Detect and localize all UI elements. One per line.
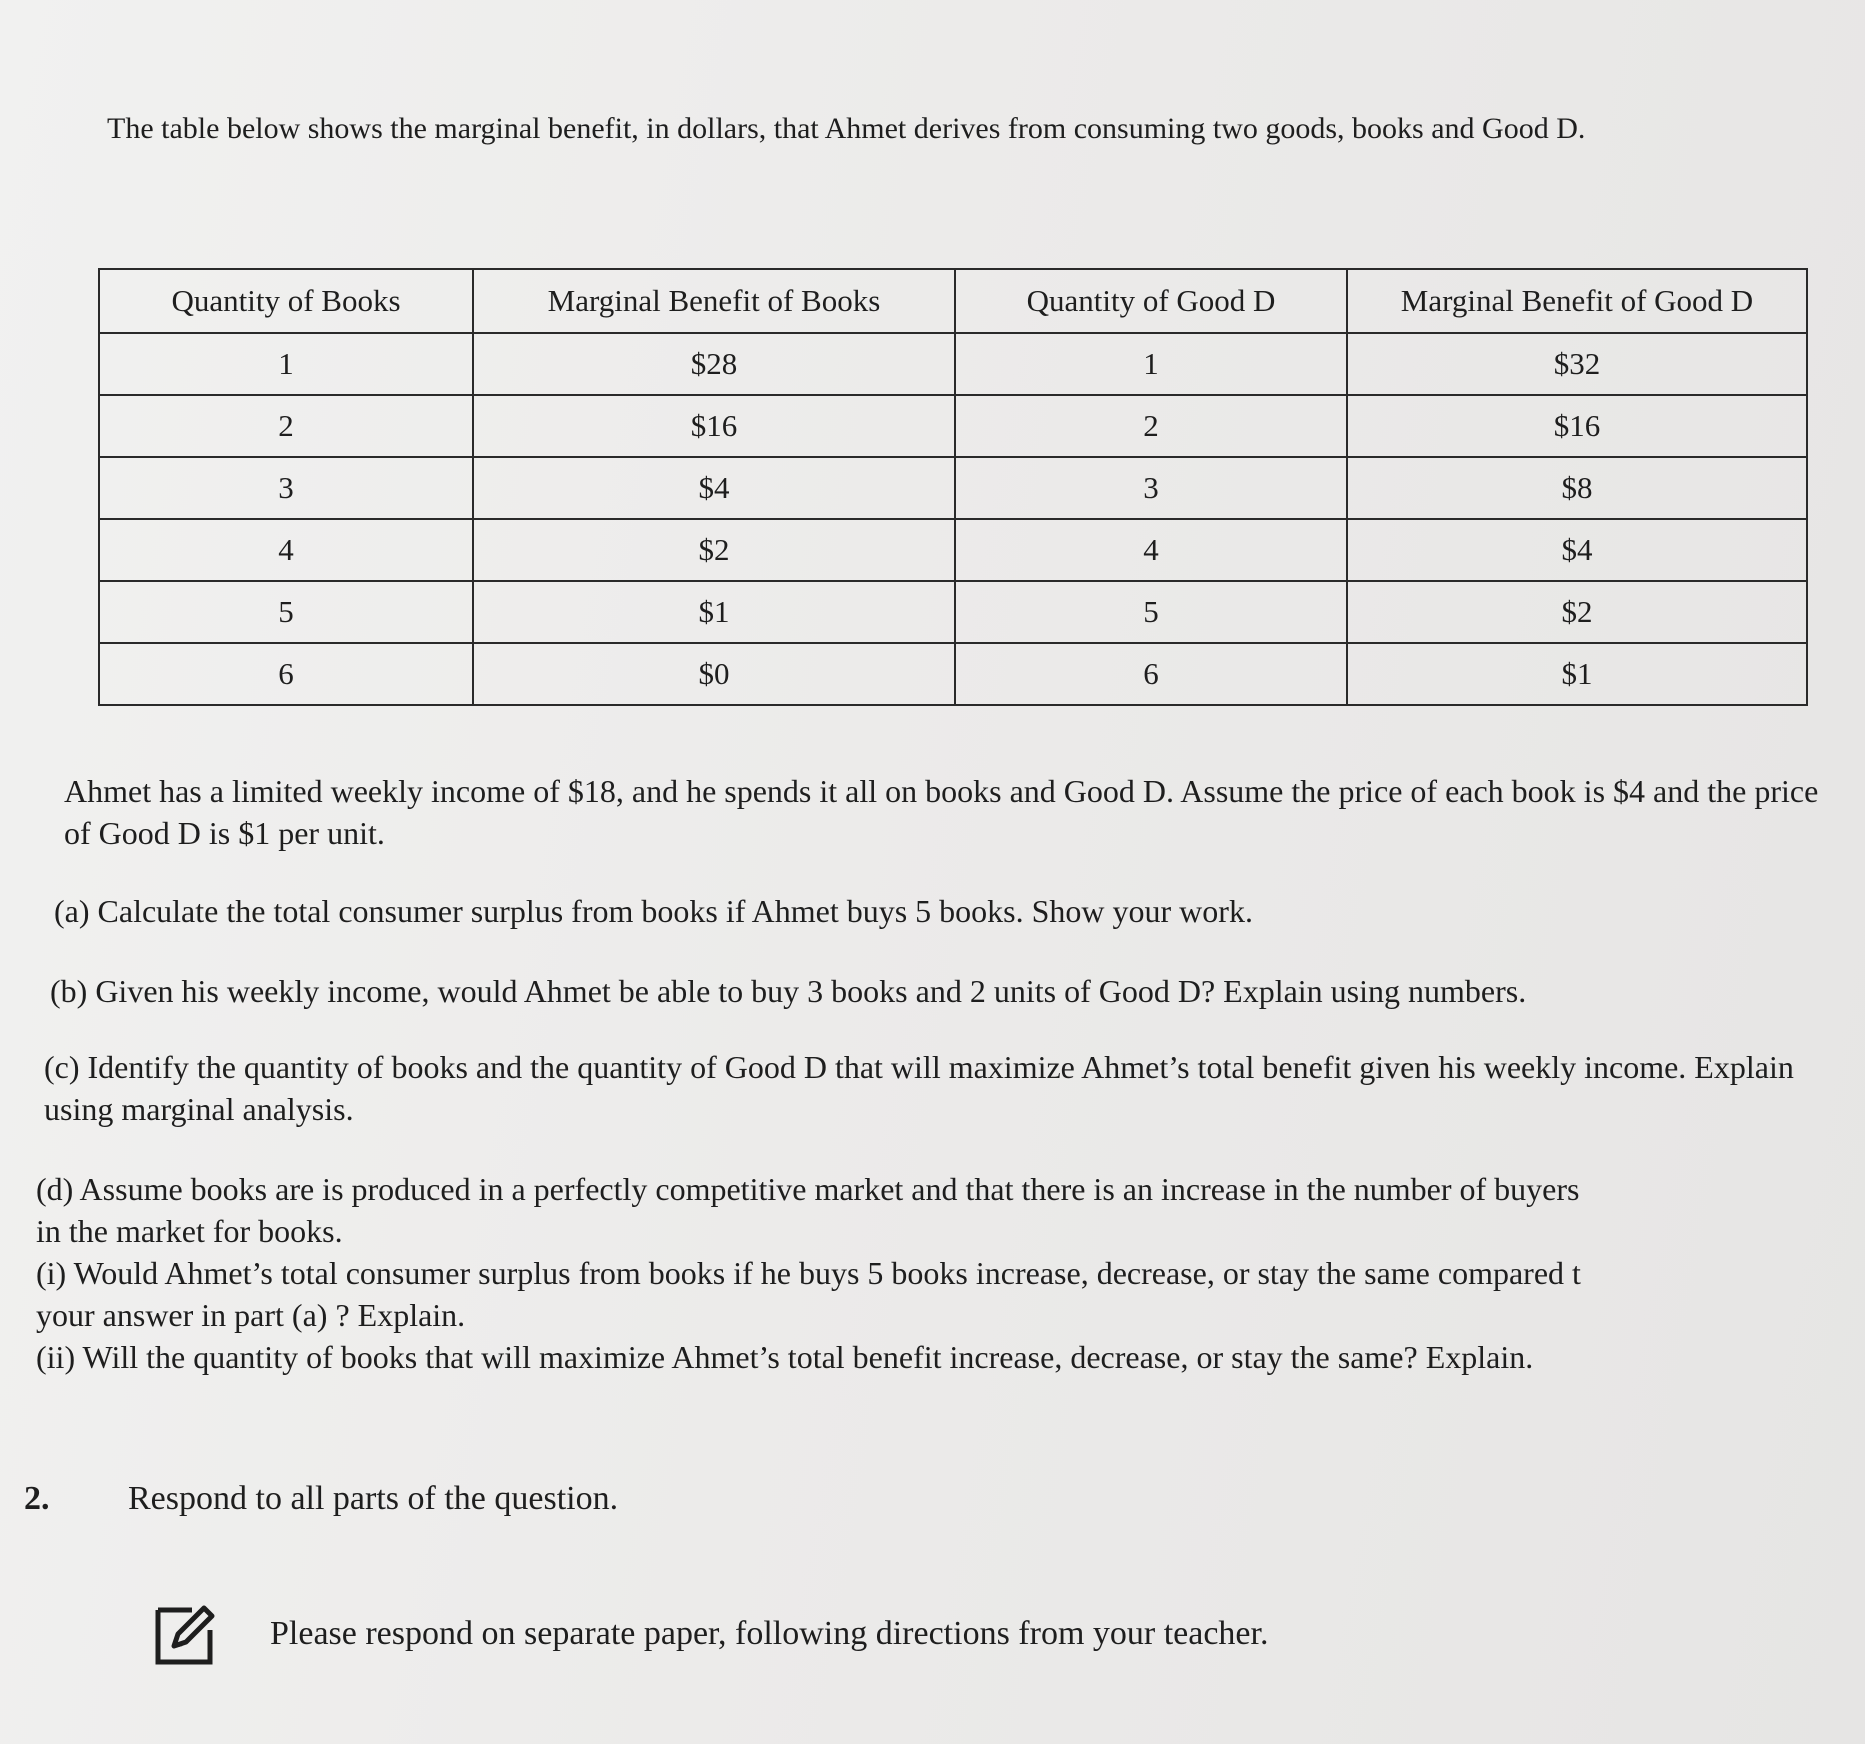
- table-cell: 6: [99, 643, 473, 705]
- part-d-line-1: (d) Assume books are is produced in a perfectly competitive market and that there is an increase in the number of buyers: [36, 1171, 1580, 1207]
- table-header-row: [99, 269, 1807, 333]
- table-cell: 1: [955, 333, 1347, 395]
- table-cell: $32: [1347, 333, 1807, 395]
- part-c: (c) Identify the quantity of books and the quantity of Good D that will maximize Ahmet’s total benefit given his weekly income. Explain using marginal analysis.: [44, 1049, 1794, 1127]
- table-cell: $4: [473, 457, 955, 519]
- marginal-benefit-table-wrap: [98, 268, 1808, 706]
- table-cell: 4: [99, 519, 473, 581]
- marginal-benefit-table: [98, 268, 1808, 706]
- table-cell: $0: [473, 643, 955, 705]
- part-a: (a) Calculate the total consumer surplus from books if Ahmet buys 5 books. Show your work.: [54, 893, 1253, 929]
- question-number: 2.: [24, 1480, 50, 1517]
- table-cell: 1: [99, 333, 473, 395]
- table-row: [99, 333, 1807, 395]
- pencil-square-icon: [152, 1600, 220, 1668]
- table-row: [99, 581, 1807, 643]
- header-quantity-good-d: Quantity of Good D: [955, 269, 1347, 333]
- table-row: [99, 457, 1807, 519]
- table-cell: $16: [1347, 395, 1807, 457]
- table-cell: 3: [955, 457, 1347, 519]
- table-cell: $2: [1347, 581, 1807, 643]
- question-2-text: Respond to all parts of the question.: [128, 1480, 619, 1517]
- table-cell: 2: [99, 395, 473, 457]
- table-cell: 5: [955, 581, 1347, 643]
- respond-note-text: Please respond on separate paper, following directions from your teacher.: [270, 1615, 1269, 1652]
- table-cell: $16: [473, 395, 955, 457]
- table-cell: $8: [1347, 457, 1807, 519]
- part-b: (b) Given his weekly income, would Ahmet be able to buy 3 books and 2 units of Good D? Explain using numbers.: [50, 973, 1527, 1009]
- intro-text: The table below shows the marginal benefit, in dollars, that Ahmet derives from consuming two goods, books and Good D.: [107, 112, 1586, 145]
- table-row: [99, 643, 1807, 705]
- part-d-i-line-1: (i) Would Ahmet’s total consumer surplus from books if he buys 5 books increase, decrease, or stay the same compared t: [36, 1255, 1581, 1291]
- table-cell: $28: [473, 333, 955, 395]
- header-mb-good-d: Marginal Benefit of Good D: [1347, 269, 1807, 333]
- header-mb-books: Marginal Benefit of Books: [473, 269, 955, 333]
- table-cell: 2: [955, 395, 1347, 457]
- table-row: [99, 395, 1807, 457]
- header-quantity-books: Quantity of Books: [99, 269, 473, 333]
- table-cell: 4: [955, 519, 1347, 581]
- table-cell: $1: [473, 581, 955, 643]
- income-paragraph: Ahmet has a limited weekly income of $18, and he spends it all on books and Good D. Assume the price of each book is $4 and the price of Good D is $1 per unit.: [64, 773, 1819, 851]
- table-cell: 5: [99, 581, 473, 643]
- respond-note: [152, 1600, 1268, 1668]
- table-cell: $2: [473, 519, 955, 581]
- table-cell: 6: [955, 643, 1347, 705]
- part-d: [36, 1168, 1836, 1378]
- part-d-line-2: in the market for books.: [36, 1213, 343, 1249]
- question-2: [24, 1478, 618, 1520]
- table-cell: $4: [1347, 519, 1807, 581]
- table-cell: $1: [1347, 643, 1807, 705]
- part-d-i-line-2: your answer in part (a) ? Explain.: [36, 1297, 466, 1333]
- table-cell: 3: [99, 457, 473, 519]
- part-d-ii: (ii) Will the quantity of books that will maximize Ahmet’s total benefit increase, decrease, or stay the same? Explain.: [36, 1339, 1534, 1375]
- table-row: [99, 519, 1807, 581]
